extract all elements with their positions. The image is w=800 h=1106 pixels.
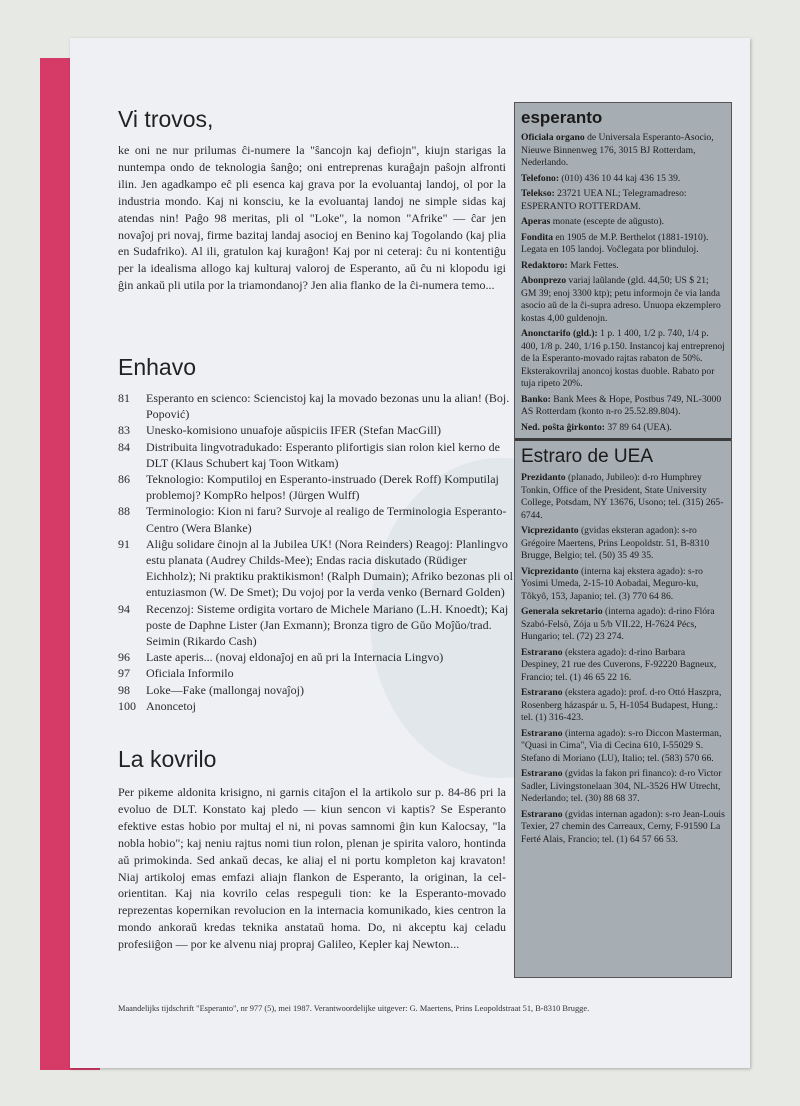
board-entry-text: (interna agado): s-ro Diccon Masterman, "Quasi in Cima", Via di Cecina 610, I-55029 S. Stefano di Moriano (LU), Italio; tel. (583) 570 66.: [521, 727, 722, 764]
masthead-entry-text: 37 89 64 (UEA).: [604, 421, 672, 433]
contents-item: [118, 422, 518, 438]
masthead-entry-label: Oficiala organo: [521, 132, 585, 143]
masthead-entry-label: Abonprezo: [521, 275, 567, 286]
board-entry-label: Prezidanto: [521, 472, 566, 483]
board-entry-text: (gvidas internan agadon): s-ro Jean-Louis Texier, 27 chemin des Carreaux, Cerny, F-91590 La Ferté Alais, Francio; tel. (1) 64 57 66 53.: [521, 808, 725, 845]
masthead-entry: [521, 132, 725, 170]
board-entry-label: Vicprezidanto: [521, 565, 579, 577]
contents-entry-text: Aliĝu solidare ĉinojn al la Jubilea UK! (Nora Reinders) Reagoj: Planlingvo estu planata (Audrey Childs-Mee); Endas racia diskutado (Rüdiger Eichholz); Ni praktiku praktikismon! (Ralph Dumain); Afriko bezonas pli ol entuziasmon (W. De Smet); Du vojoj por la verda venko (Bernard Golden): [146, 536, 513, 600]
board-entry-label: Estrarano: [521, 808, 563, 820]
intro-text: ke oni ne nur prilumas ĉi-numere la "ŝancojn kaj defiojn", kiujn starigas la nuntempa ondo de teknologia ŝanĝo; oni entreprenas kuraĝajn paŝojn alfronti ilin. Jen agadkampo eĉ pli esenca kaj grava por la evoluantaj landoj, ol por la industria mondo. Kaj ni konsciu, ke la evoluantaj landoj ne simple sidas kaj atendas nin! Paĝo 98 meritas, pli ol "Loke", la nomon "Afrike" — ĉar jen novaĵoj pri novaj, firme bazitaj landaj asocioj en Benino kaj Togolando (kaj plia en Sudafriko). Al ili, gratulon kaj kuraĝon! Kaj por ni ceteraj: ĉu ni kontentiĝu per la idealisma allogo kaj kulturaj valoroj de Esperanto, aŭ ĉu ni klopodu igi ĝin ankaŭ pli utila por la triamondanoj? Jen alia flanko de la ĉi-numera temo...: [118, 143, 506, 293]
contents-item: [118, 698, 518, 714]
masthead-entry-label: Anonctarifo (gld.):: [521, 328, 598, 339]
contents-page-number: 86: [118, 472, 130, 487]
board-entry-label: Estrarano: [521, 687, 563, 698]
board-entry-label: Vicprezidanto: [521, 525, 579, 536]
contents-entry-text: Laste aperis... (novaj eldonaĵoj en aŭ pri la Internacia Lingvo): [146, 650, 444, 665]
contents-page-number: 96: [118, 650, 130, 665]
cover-heading: La kovrilo: [118, 746, 217, 772]
contents-item: [118, 503, 518, 535]
board-entry-text: (ekstera agado): prof. d-ro Ottó Haszpra, Rosenberg házaspár u. 5, H-1054 Budapest, Hung.: tel. (1) 316-423.: [521, 687, 722, 723]
masthead-entry-text: Mark Fettes.: [567, 259, 619, 271]
board-entry-label: Estrarano: [521, 768, 563, 779]
masthead-entry-text: (010) 436 10 44 kaj 436 15 39.: [559, 172, 681, 184]
board-entry-text: (gvidas la fakon pri financo): d-ro Victor Sadler, Livingstonelaan 304, NL-3526 HW Utrecht, Nederlando; tel. (30) 88 68 37.: [521, 768, 722, 804]
masthead-entry-text: de Universala Esperanto-Asocio, Nieuwe Binnenweg 176, 3015 BJ Rotterdam, Nederlando.: [521, 132, 714, 168]
board-entry: [521, 472, 725, 522]
intro-heading: Vi trovos,: [118, 106, 214, 132]
board-heading: Estraro de UEA: [521, 446, 653, 467]
contents-page-number: 97: [118, 666, 130, 681]
contents-item: [118, 439, 518, 471]
masthead-entry-text: Bank Mees & Hope, Postbus 749, NL-3000 AS Rotterdam (konto n-ro 25.52.89.804).: [521, 393, 722, 417]
masthead-entry-label: Ned. poŝta ĝirkonto:: [521, 421, 605, 433]
masthead-entry-label: Aperas: [521, 216, 551, 227]
board-entry: [521, 687, 725, 725]
board-entry-label: Estrarano: [521, 727, 563, 739]
contents-item: [118, 471, 518, 503]
contents-page-number: 94: [118, 601, 130, 616]
contents-page-number: 83: [118, 423, 130, 438]
masthead-entry-text: 23721 UEA NL; Telegramadreso: ESPERANTO ROTTERDAM.: [521, 188, 687, 212]
contents-entry-text: Anoncetoj: [146, 698, 196, 713]
contents-entry-text: Loke—Fake (mallongaj novaĵoj): [146, 682, 304, 697]
contents-page-number: 81: [118, 391, 130, 405]
masthead-entry: [521, 275, 725, 325]
board-entry-label: Generala sekretario: [521, 606, 603, 617]
masthead-entry: [521, 188, 725, 213]
masthead-entry-text: variaj laŭlande (gld. 44,50; US $ 21; GM 39; enoj 3300 ktp); petu informojn ĉe via landa asocio aŭ de la ĉi-supra adreso. Unuopa ekzemplero kostas 4,00 guldenojn.: [521, 275, 721, 324]
contents-page-number: 100: [118, 698, 136, 713]
board-entry: [521, 606, 725, 644]
board-entry-text: (gvidas eksteran agadon): s-ro Grégoire Maertens, Prins Leopoldstr. 51, B-8310 Brugge, Belgio; tel. (50) 35 49 35.: [521, 525, 710, 561]
masthead-title: esperanto: [521, 108, 603, 127]
contents-heading: Enhavo: [118, 354, 197, 380]
cover-text: Per pikeme aldonita krisigno, ni garnis citaĵon el la artikolo sur p. 84-86 pri la evoluo de DLT. Konstato kaj pledo — kiun sencon vi kaptis? Se Esperanto efektive estas hobio por multaj el ni, ni povas samnomi ĝin kun Kalocsay, "la nobla hobio"; kaj neniu rajtus nomi tiun rolon, plenan je spirita valoro, hontinda aŭ primokinda. Sed ankaŭ decas, ke aliaj el ni portu kompleton kaj kravaton! Niaj artikoloj emas emfazi aliajn flankon de Esperanto, la originan, la cel-orientitan. Kaj nia kovrilo celas respeguli tion: ke la Esperanto-movado reprezentas kopernikan revolucion en la internacia komunikado, kies centron la mondo ankoraŭ kredas teknika anstataŭ homa. Do, ni akceptu kaj celadu profesiiĝon — por ke alvenu niaj propraj Galileo, Kepler kaj Newton...: [118, 785, 506, 952]
masthead-box: [514, 102, 732, 978]
contents-page-number: 84: [118, 439, 130, 454]
contents-entry-text: Recenzoj: Sisteme ordigita vortaro de Michele Mariano (L.H. Knoedt); Kaj poste de Daphne Lister (Jan Exmann); Bronza tigro de Gŭo Moĵŭo/trad. Seimin (Rikardo Cash): [146, 601, 509, 649]
board-entry: [521, 809, 725, 847]
masthead-entry-label: Redaktoro:: [521, 259, 568, 271]
contents-entry-text: Teknologio: Komputiloj en Esperanto-instruado (Derek Roff) Komputilaj problemoj? KompRo helpos! (Jürgen Wulff): [146, 472, 499, 503]
board-entry-text: (interna agado): d-rino Flóra Szabó-Felsö, Zója u 5/b VII.22, H-7624 Pécs, Hungario; tel. (72) 23 274.: [521, 606, 715, 642]
colophon-footer: Maandelijks tijdschrift "Esperanto", nr 977 (5), mei 1987. Verantwoordelijke uitgever: G. Maertens, Prins Leopoldstraat 51, B-8310 Brugge.: [118, 1004, 590, 1013]
masthead-entry: [521, 422, 725, 435]
contents-entry-text: Terminologio: Kion ni faru? Survoje al realigo de Terminologia Esperanto-Centro (Wera Blanke): [146, 504, 507, 535]
board-entry-text: (planado, Jubileo): d-ro Humphrey Tonkin, Office of the President, State University College, Potsdam, NY 13676, Usono; tel. (315) 265-6744.: [521, 472, 724, 521]
contents-page-number: 91: [118, 536, 130, 551]
masthead-entry-label: Telekso:: [521, 188, 555, 199]
masthead-entry-text: en 1905 de M.P. Berthelot (1881-1910). Legata en 105 landoj. Voĉlegata por blinduloj.: [521, 231, 709, 255]
masthead-entry: [521, 216, 725, 229]
contents-item: [118, 682, 518, 698]
contents-entry-text: Esperanto en scienco: Sciencistoj kaj la movado bezonas unu la alian! (Boj. Popović): [146, 391, 510, 422]
contents-list: [118, 390, 518, 714]
board-entry: [521, 768, 725, 806]
masthead-entry: [521, 260, 725, 273]
divider: [515, 438, 731, 441]
masthead-entry: [521, 173, 725, 186]
board-entry: [521, 647, 725, 685]
masthead-entry-text: monate (escepte de aŭgusto).: [550, 216, 665, 227]
masthead-entry: [521, 328, 725, 391]
board-entry-label: Estrarano: [521, 646, 563, 658]
board-entry-text: (ekstera agado): d-rino Barbara Despiney, 21 rue des Cuverons, F-92220 Bagneux, Francio; tel. (1) 46 65 22 16.: [521, 646, 717, 683]
contents-entry-text: Oficiala Informilo: [146, 666, 234, 681]
masthead-entry: [521, 232, 725, 257]
board-entry: [521, 525, 725, 563]
masthead-entry-label: Telefono:: [521, 172, 560, 184]
contents-entry-text: Unesko-komisiono unuafoje aŭspiciis IFER (Stefan MacGill): [146, 423, 441, 438]
board-entry-text: (interna kaj ekstera agado): s-ro Yosimi Umeda, 2-15-10 Aobadai, Meguro-ku, Tôkyô, 153, Japanio; tel. (3) 770 64 86.: [521, 565, 703, 602]
contents-item: [118, 601, 518, 650]
masthead-entry-text: 1 p. 1 400, 1/2 p. 740, 1/4 p. 400, 1/8 p. 240, 1/16 p.150. Instancoj kaj entreprenoj de la Esperanto-movado rajtas rabaton de 50%. Eksterakovrilaj anoncoj kostas duoble. Rabato por tuja ripeto 20%.: [521, 328, 725, 389]
board-entry: [521, 566, 725, 604]
masthead-entry: [521, 394, 725, 419]
contents-item: [118, 665, 518, 681]
contents-entry-text: Distribuita lingvotradukado: Esperanto plifortigis sian rolon kiel kerno de DLT (Klaus Schubert kaj Toon Witkam): [146, 439, 500, 470]
board-details: [521, 472, 725, 846]
contents-item: [118, 536, 518, 601]
contents-page-number: 98: [118, 682, 130, 697]
contents-page-number: 88: [118, 504, 130, 519]
masthead-details: [521, 132, 725, 434]
contents-item: [118, 390, 518, 422]
masthead-entry-label: Fondita: [521, 231, 553, 243]
magazine-page: [70, 38, 750, 1068]
contents-item: [118, 649, 518, 665]
masthead-entry-label: Banko:: [521, 393, 551, 405]
board-entry: [521, 728, 725, 766]
